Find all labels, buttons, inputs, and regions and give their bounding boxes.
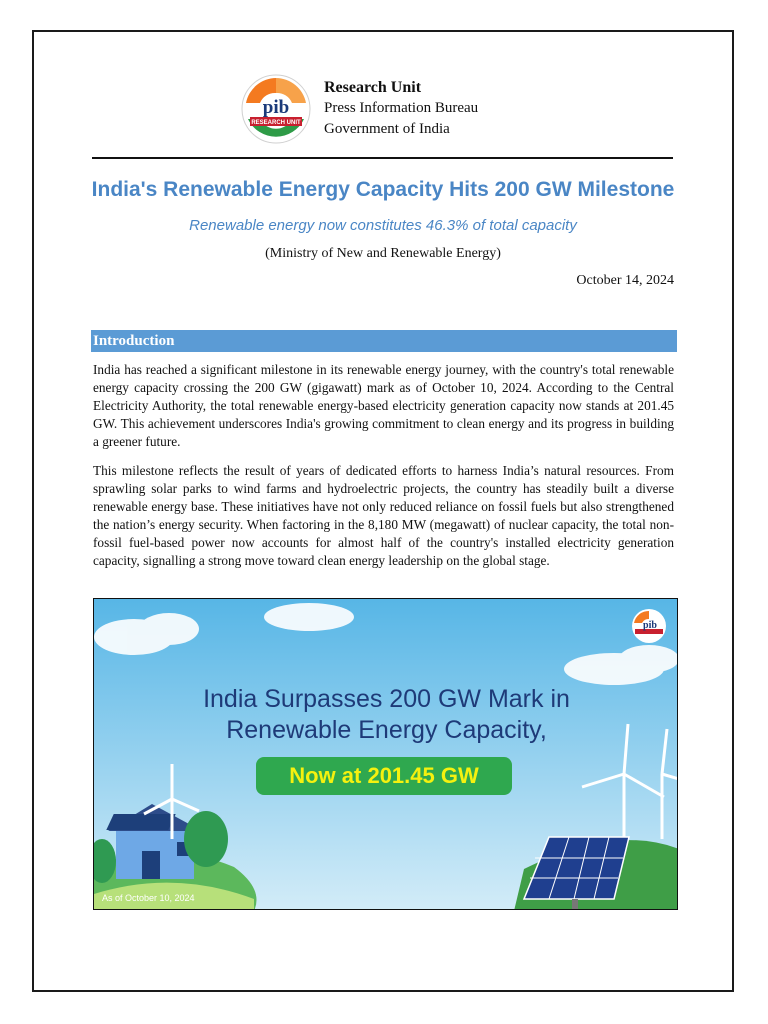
header-divider — [92, 157, 673, 159]
government-label: Government of India — [324, 121, 450, 137]
paragraph-1: India has reached a significant milestone in its renewable energy journey, with the country's total renewable energy capacity crossing the 200 GW (gigawatt) mark as of October 10, 2024. According to the Central Electricity Authority, the total renewable energy-based electricity generation capacity now stands at 201.45 GW. This achievement underscores India's growing commitment to clean energy and its progress in building a greener future. — [93, 362, 674, 450]
as-of-label: As of October 10, 2024 — [102, 893, 195, 903]
corner-pib-logo — [632, 609, 666, 643]
section-heading-introduction: Introduction — [91, 330, 677, 352]
publication-date: October 14, 2024 — [576, 273, 674, 288]
infographic-image — [93, 598, 678, 910]
page-title: India's Renewable Energy Capacity Hits 200 GW Milestone — [91, 178, 675, 201]
page-subtitle: Renewable energy now constitutes 46.3% of total capacity — [189, 217, 577, 234]
logo-badge-text: RESEARCH UNIT — [251, 120, 301, 126]
headline-line-1: India Surpasses 200 GW Mark in — [203, 685, 570, 713]
corner-logo-text: pib — [643, 620, 657, 631]
logo-pib-text: pib — [262, 97, 290, 118]
research-unit-label: Research Unit — [324, 79, 422, 96]
bureau-label: Press Information Bureau — [324, 100, 479, 116]
capacity-highlight: Now at 201.45 GW — [256, 757, 512, 795]
header — [240, 73, 540, 145]
infographic-headline — [94, 684, 678, 746]
pib-logo — [240, 73, 312, 145]
headline-line-2: Renewable Energy Capacity, — [226, 716, 547, 744]
paragraph-2: This milestone reflects the result of years of dedicated efforts to harness India’s natural resources. From sprawling solar parks to wind farms and hydroelectric projects, the country has steadily built a diverse renewable energy base. These initiatives have not only reduced reliance on fossil fuels but also strengthened the nation’s energy security. When factoring in the 8,180 MW (megawatt) of nuclear capacity, the total non-fossil fuel-based power now accounts for almost half of the country's installed electricity generation capacity, signalling a strong move toward clean energy leadership on the global stage. — [93, 463, 674, 569]
ministry-label: (Ministry of New and Renewable Energy) — [265, 246, 501, 261]
infographic-art — [94, 599, 678, 910]
org-block — [324, 77, 478, 140]
